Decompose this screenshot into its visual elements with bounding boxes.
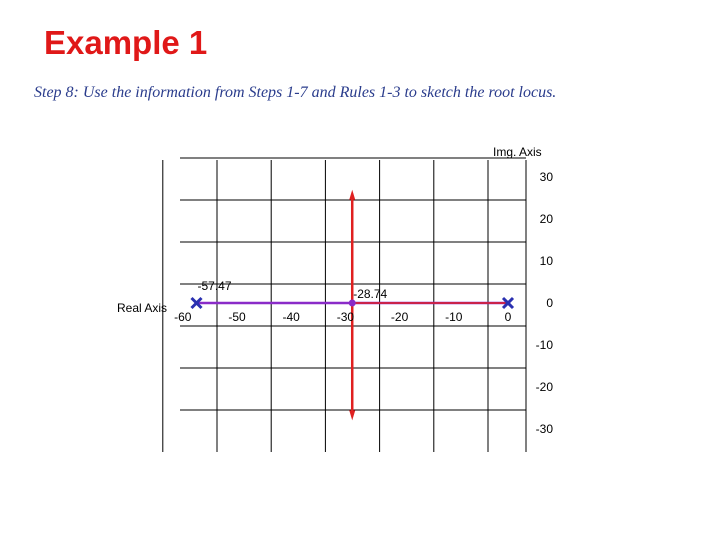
x-tick-label: 0 xyxy=(504,310,512,324)
value-annotation: -28.74 xyxy=(353,287,388,301)
x-tick-label: -60 xyxy=(174,310,192,324)
grid xyxy=(163,158,526,452)
y-tick-label: -10 xyxy=(535,338,553,352)
x-tick-label: -20 xyxy=(390,310,409,324)
x-tick-label: -30 xyxy=(336,310,355,324)
imag-axis-label: Img. Axis xyxy=(493,145,542,159)
y-tick-label: 30 xyxy=(539,170,553,184)
x-tick-label: -10 xyxy=(445,310,463,324)
branch-arrow-down-icon xyxy=(349,410,355,420)
y-tick-label: 20 xyxy=(539,212,553,226)
branch-arrow-up-icon xyxy=(349,190,355,200)
y-tick-label: 10 xyxy=(539,254,553,268)
x-tick-label: -40 xyxy=(282,310,300,324)
y-tick-label: -30 xyxy=(535,422,553,436)
slide-subtitle: Step 8: Use the information from Steps 1-7 and Rules 1-3 to sketch the root locus. xyxy=(34,84,557,101)
slide-title: Example 1 xyxy=(44,24,208,61)
x-tick-label: -50 xyxy=(228,310,246,324)
y-tick-label: -20 xyxy=(535,380,553,394)
real-axis-label: Real Axis xyxy=(117,301,168,315)
y-tick-label: 0 xyxy=(546,296,553,310)
value-annotation: -57.47 xyxy=(197,279,232,293)
